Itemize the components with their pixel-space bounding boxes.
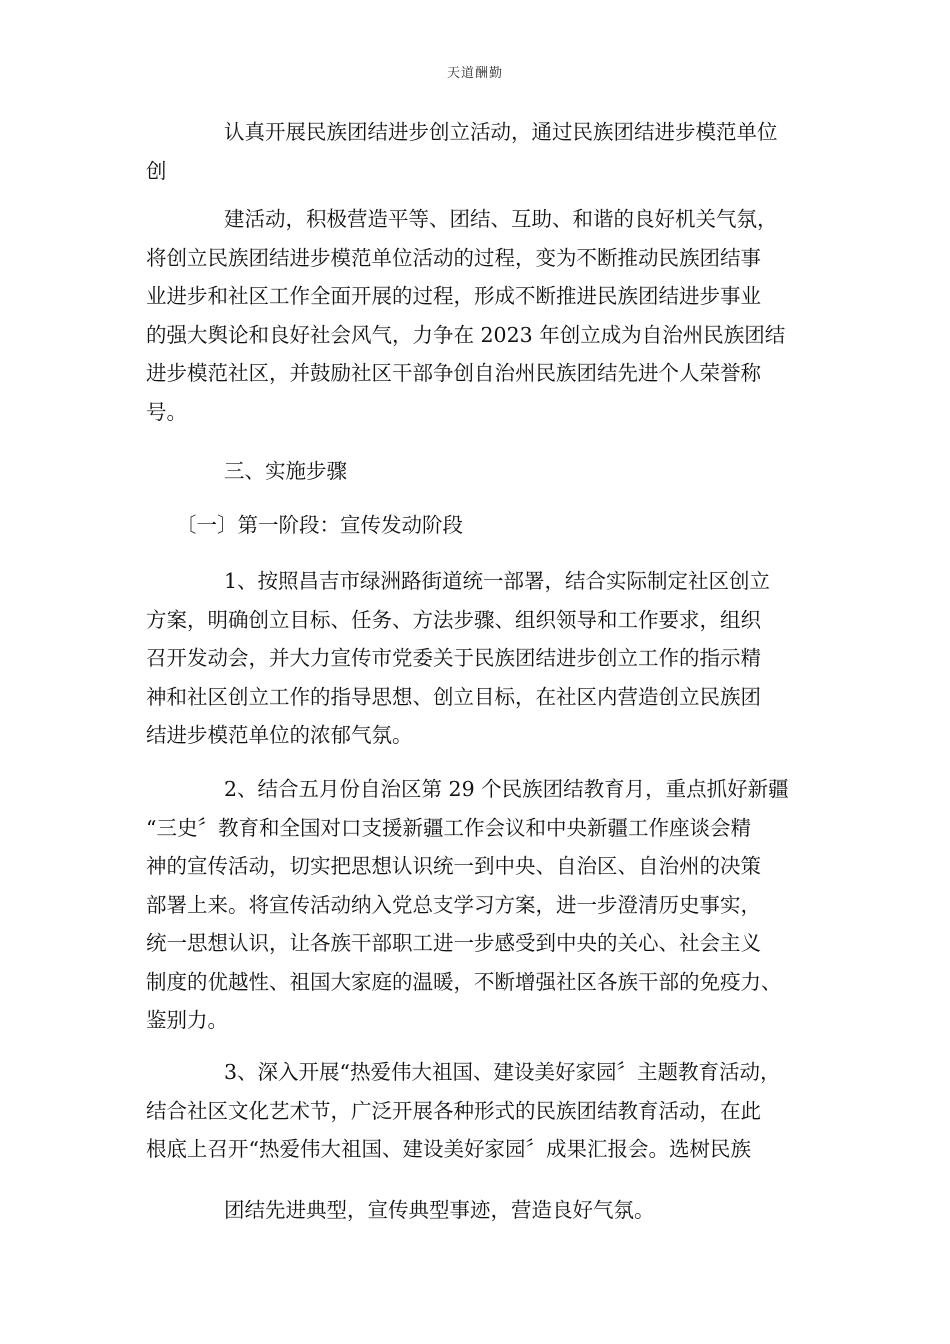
text-line: 1、按照昌吉市绿洲路街道统一部署，结合实际制定社区创立 [224, 569, 771, 593]
text-line: 3、深入开展“热爱伟大祖国、建设美好家园〞主题教育活动， [224, 1060, 781, 1084]
paragraph-continuation [146, 1191, 816, 1230]
text-line: 神和社区创立工作的指导思想、创立目标，在社区内营造创立民族团 [146, 684, 761, 709]
text-line: 鉴别力。 [146, 1008, 228, 1032]
subsection-heading [146, 506, 816, 545]
paragraph-item-3 [146, 1053, 816, 1169]
text-line: 2、结合五月份自治区第 29 个民族团结教育月，重点抓好新疆 [224, 777, 789, 801]
text-line: 结合社区文化艺术节，广泛开展各种形式的民族团结教育活动，在此 [146, 1098, 761, 1123]
paragraph-intro [146, 113, 816, 190]
subheading-text: 〔一〕第一阶段：宣传发动阶段 [176, 513, 463, 537]
text-line: 结进步模范单位的浓郁气氛。 [146, 723, 413, 747]
text-line: 号。 [146, 399, 187, 424]
text-line: 将创立民族团结进步模范单位活动的过程，变为不断推动民族团结事 [146, 245, 761, 270]
text-line: 认真开展民族团结进步创立活动，通过民族团结进步模范单位 [224, 120, 778, 144]
heading-text: 三、实施步骤 [224, 459, 347, 483]
text-line: 根底上召开“热爱伟大祖国、建设美好家园〞成果汇报会。选树民族 [146, 1137, 751, 1161]
text-line: 建活动，积极营造平等、团结、互助、和谐的良好机关气氛， [224, 207, 778, 231]
section-heading [146, 452, 816, 491]
paragraph-item-2 [146, 770, 816, 1040]
text-line: “三史〞教育和全国对口支援新疆工作会议和中央新疆工作座谈会精 [146, 815, 751, 840]
text-line: 团结先进典型，宣传典型事迹，营造良好气氛。 [224, 1198, 655, 1222]
page-header: 天道酬勤 [446, 66, 503, 81]
text-line: 部署上来。将宣传活动纳入党总支学习方案，进一步澄清历史事实， [146, 892, 761, 917]
text-line: 统一思想认识，让各族干部职工进一步感受到中央的关心、社会主义 [146, 931, 761, 955]
text-line: 神的宣传活动，切实把思想认识统一到中央、自治区、自治州的决策 [146, 854, 761, 878]
paragraph-goal [146, 200, 816, 431]
text-line: 进步模范社区，并鼓励社区干部争创自治州民族团结先进个人荣誉称 [146, 361, 761, 385]
text-line: 的强大舆论和良好社会风气，力争在 2023 年创立成为自治州民族团结 [146, 322, 786, 347]
paragraph-item-1 [146, 562, 816, 755]
text-line: 召开发动会，并大力宣传市党委关于民族团结进步创立工作的指示精 [146, 646, 761, 670]
text-line: 制度的优越性、祖国大家庭的温暖，不断增强社区各族干部的免疫力、 [146, 969, 782, 994]
text-line: 业进步和社区工作全面开展的过程，形成不断推进民族团结进步事业 [146, 284, 761, 308]
text-line: 创 [146, 158, 167, 183]
text-line: 方案，明确创立目标、任务、方法步骤、组织领导和工作要求，组织 [146, 607, 761, 632]
